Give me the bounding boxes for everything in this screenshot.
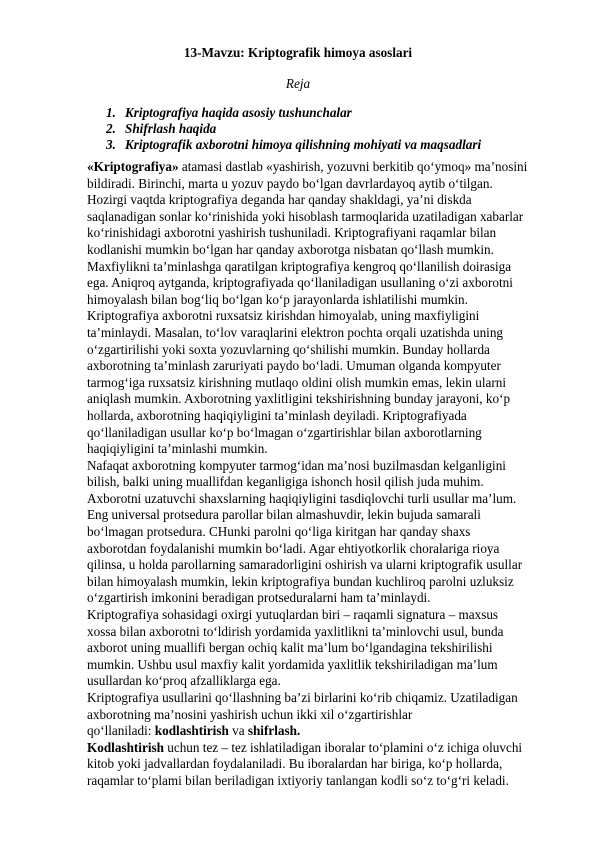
bold-term: «Kriptografiya» — [87, 159, 179, 174]
plan-item-text: Kriptografiya haqida asosiy tushunchalar — [125, 105, 352, 120]
text-line — [87, 342, 527, 359]
text-line — [87, 425, 527, 442]
text-line — [87, 723, 527, 740]
plan-item-number: 3. — [106, 137, 116, 152]
plan-item — [106, 137, 481, 153]
text-run: Kriptografiya axborotni ruxsatsiz kirishdan himoyalab, uning maxfiyligini — [87, 308, 480, 324]
text-run: aniqlash mumkin. Axborotning yaxlitligini tekshirishning bunday jarayoni, ko‘p — [87, 391, 511, 407]
text-line — [87, 740, 527, 757]
text-run: xossa bilan axborotni to‘ldirish yordamida yaxlitlikni ta’minlovchi usul, bunda — [87, 623, 504, 639]
text-run: raqamlar to‘plami bilan beriladigan ixtiyoriy tanlangan kodli so‘z to‘g‘ri keladi. — [87, 772, 509, 788]
text-run: Eng universal protsedura parollar bilan almashuvdir, lekin bujuda samarali — [87, 507, 481, 523]
text-run: qo‘llaniladi: — [87, 723, 155, 739]
text-run: bildiradi. Birinchi, marta u yozuv paydo bo‘lgan davrlardayoq aytib o‘tilgan. — [87, 175, 493, 191]
text-run: o‘zgartirish imkonini beradigan protseduralarni ham ta’minlaydi. — [87, 590, 431, 606]
text-line — [87, 673, 527, 690]
text-line — [87, 292, 527, 309]
text-line — [87, 707, 527, 724]
plan-item-text: Kriptografik axborotni himoya qilishning mohiyati va maqsadlari — [125, 137, 482, 152]
text-line — [87, 441, 527, 458]
text-line — [87, 690, 527, 707]
text-line — [87, 275, 527, 292]
text-run: qilinsa, u holda parollarning samaradorligini oshirish va ularni kriptografik usullar — [87, 557, 523, 573]
text-run: bo‘lmagan protsedura. CHunki parolni qo‘liga kiritgan har qanday shaxs — [87, 524, 471, 540]
text-run: Kriptografiya usullarini qo‘llashning ba’zi birlarini ko‘rib chiqamiz. Uzatiladigan — [87, 690, 518, 705]
text-run: hollarda, axborotning haqiqiyligini ta’minlash deyiladi. Kriptografiyada — [87, 407, 467, 423]
text-line — [87, 242, 527, 259]
text-run: Maxfiylikni ta’minlashga qaratilgan kriptografiya kengroq qo‘llanilish doirasiga — [87, 258, 512, 274]
page-title: 13-Mavzu: Kriptografik himoya asoslari — [183, 45, 413, 60]
text-run: kodlanishi mumkin bo‘lgan har qanday axborotga nisbatan qo‘llash mumkin. — [87, 241, 494, 257]
text-line — [87, 557, 527, 574]
text-line — [87, 358, 527, 375]
text-line — [87, 773, 527, 790]
text-run: Axborotni uzatuvchi shaxslarning haqiqiyligini tasdiqlovchi turli usullar ma’lum. — [87, 490, 517, 506]
text-line — [87, 590, 527, 607]
bold-term: Kodlashtirish — [87, 739, 164, 755]
text-run: axborotning ma’nosini yashirish uchun ikki xil o‘zgartirishlar — [87, 706, 413, 722]
text-line — [87, 176, 527, 193]
text-line — [87, 507, 527, 524]
text-run: haqiqiyligini ta’minlashi mumkin. — [87, 441, 268, 457]
text-run: va — [228, 723, 248, 739]
text-run: Hozirgi vaqtda kriptografiya deganda har qanday shakldagi, ya’ni diskda — [87, 192, 472, 208]
plan-item — [106, 121, 481, 137]
text-line — [87, 474, 527, 491]
text-run: axborotning ta’minlash zaruriyati paydo bo‘ladi. Umuman olganda kompyuter — [87, 358, 501, 374]
text-line — [87, 259, 527, 276]
text-run: atamasi dastlab «yashirish, yozuvni berkitib qo‘ymoq» ma’nosini — [178, 159, 528, 174]
plan-list — [106, 105, 481, 153]
text-run: axborotdan foydalanishi mumkin bo‘ladi. Agar ehtiyotkorlik choralariga rioya — [87, 540, 500, 556]
text-run: bilish, balki uning muallifdan keganligiga ishonch hosil qilish juda muhim. — [87, 474, 484, 490]
text-line — [87, 375, 527, 392]
text-line — [87, 624, 527, 641]
body-text — [87, 159, 527, 790]
text-line — [87, 408, 527, 425]
text-run: himoyalash bilan bog‘liq bo‘lgan ko‘p jarayonlarda ishlatilishi mumkin. — [87, 291, 468, 307]
text-line — [87, 574, 527, 591]
text-line — [87, 458, 527, 475]
text-line — [87, 225, 527, 242]
text-line — [87, 159, 527, 176]
plan-item — [106, 105, 481, 121]
text-line — [87, 524, 527, 541]
text-run: ega. Aniqroq aytganda, kriptografiyada qo‘llaniladigan usullaning o‘zi axborotni — [87, 275, 513, 291]
plan-item-number: 2. — [106, 121, 116, 136]
text-line — [87, 308, 527, 325]
text-run: Kriptografiya sohasidagi oxirgi yutuqlardan biri – raqamli signatura – maxsus — [87, 607, 499, 623]
plan-item-text: Shifrlash haqida — [125, 121, 217, 136]
text-run: uchun tez – tez ishlatiladigan iboralar to‘plamini o‘z ichiga oluvchi — [163, 739, 523, 755]
text-run: bilan himoyalash mumkin, lekin kriptografiya bundan kuchliroq parolni uzluksiz — [87, 573, 514, 589]
text-run: mumkin. Ushbu usul maxfiy kalit yordamida yaxlitlik tekshiriladigan ma’lum — [87, 656, 498, 672]
text-line — [87, 541, 527, 558]
text-run: qo‘llaniladigan usullar ko‘p bo‘lmagan o‘zgartirishlar bilan axborotlarning — [87, 424, 482, 440]
text-run: Nafaqat axborotning kompyuter tarmog‘idan ma’nosi buzilmasdan kelganligini — [87, 457, 506, 473]
plan-heading: Reja — [285, 76, 311, 91]
plan-item-number: 1. — [106, 105, 116, 120]
text-line — [87, 325, 527, 342]
text-line — [87, 192, 527, 209]
text-run: ta’minlaydi. Masalan, to‘lov varaqlarini elektron pochta orqali uzatishda uning — [87, 324, 504, 340]
text-line — [87, 391, 527, 408]
text-line — [87, 640, 527, 657]
text-run: ko‘rinishidagi axborotni yashirish tushuniladi. Kriptografiyani raqamlar bilan — [87, 225, 497, 241]
text-run: usullardan ko‘proq afzalliklarga ega. — [87, 673, 281, 689]
text-line — [87, 209, 527, 226]
text-run: kitob yoki jadvallardan foydalaniladi. Bu iboralardan har biriga, ko‘p hollarda, — [87, 756, 503, 772]
text-line — [87, 657, 527, 674]
text-line — [87, 607, 527, 624]
bold-term: kodlashtirish — [154, 723, 229, 739]
text-run: o‘zgartirilishi yoki soxta yozuvlarning qo‘shilishi mumkin. Bunday hollarda — [87, 341, 490, 357]
text-run: axborot uning muallifi bergan ochiq kalit ma’lum bo‘lgandagina tekshirilishi — [87, 640, 493, 656]
text-run: tarmog‘iga ruxsatsiz kirishning mutlaqo oldini olish mumkin emas, lekin ularni — [87, 374, 507, 390]
text-line — [87, 756, 527, 773]
bold-term: shifrlash. — [247, 723, 301, 739]
text-line — [87, 491, 527, 508]
text-run: saqlanadigan sonlar ko‘rinishida yoki hisoblash tarmoqlarida uzatiladigan xabarlar — [87, 208, 524, 224]
